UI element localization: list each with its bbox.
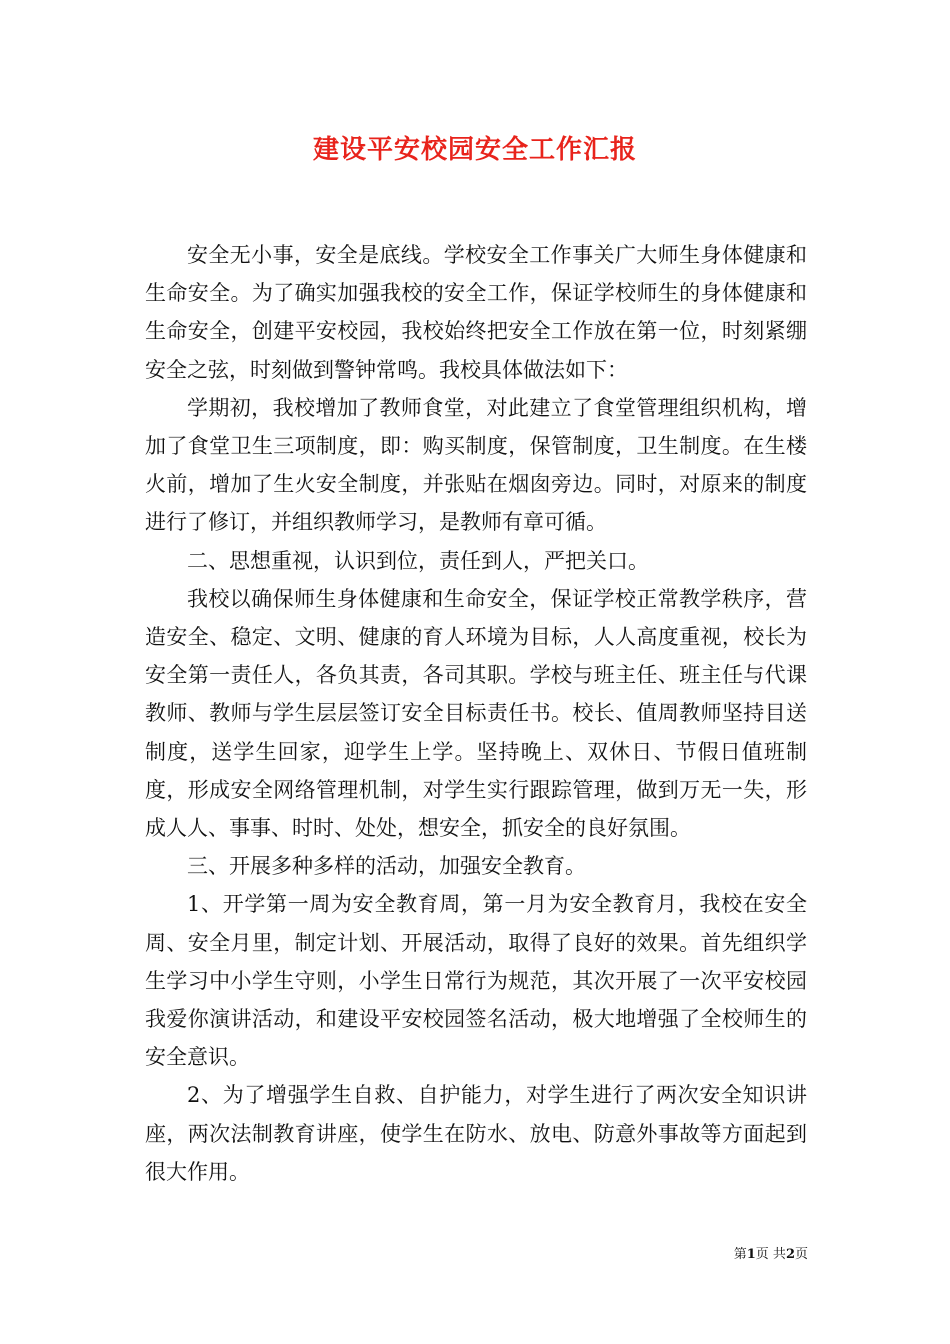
document-body	[145, 236, 807, 1191]
footer-middle: 页 共	[755, 1247, 786, 1262]
footer-suffix: 页	[794, 1247, 808, 1262]
page-number-footer	[734, 1246, 808, 1264]
footer-prefix: 第	[733, 1247, 747, 1262]
body-paragraph: 2、为了增强学生自救、自护能力，对学生进行了两次安全知识讲座，两次法制教育讲座，使学生在防水、放电、防意外事故等方面起到很大作用。	[145, 1083, 807, 1184]
body-paragraph: 1、开学第一周为安全教育周，第一月为安全教育月，我校在安全周、安全月里，制定计划、开展活动，取得了良好的效果。首先组织学生学习中小学生守则，小学生日常行为规范，其次开展了一次平安校园我爱你演讲活动，和建设平安校园签名活动，极大地增强了全校师生的安全意识。	[145, 892, 807, 1070]
document-title: 建设平安校园安全工作汇报	[312, 135, 637, 165]
total-pages-number: 2	[785, 1247, 795, 1262]
body-paragraph: 安全无小事，安全是底线。学校安全工作事关广大师生身体健康和生命安全。为了确实加强我校的安全工作，保证学校师生的身体健康和生命安全，创建平安校园，我校始终把安全工作放在第一位，时刻紧绷安全之弦，时刻做到警钟常鸣。我校具体做法如下：	[145, 243, 807, 382]
body-paragraph: 我校以确保师生身体健康和生命安全，保证学校正常教学秩序，营造安全、稳定、文明、健康的育人环境为目标，人人高度重视，校长为安全第一责任人，各负其责，各司其职。学校与班主任、班主任与代课教师、教师与学生层层签订安全目标责任书。校长、值周教师坚持目送制度，送学生回家，迎学生上学。坚持晚上、双休日、节假日值班制度，形成安全网络管理机制，对学生实行跟踪管理，做到万无一失，形成人人、事事、时时、处处，想安全，抓安全的良好氛围。	[145, 586, 807, 841]
section-heading: 三、开展多种多样的活动，加强安全教育。	[187, 854, 586, 879]
current-page-number: 1	[746, 1247, 756, 1262]
section-heading: 二、思想重视，认识到位，责任到人，严把关口。	[187, 548, 649, 573]
body-paragraph: 学期初，我校增加了教师食堂，对此建立了食堂管理组织机构，增加了食堂卫生三项制度，即：购买制度，保管制度，卫生制度。在生楼火前，增加了生火安全制度，并张贴在烟囱旁边。同时，对原来的制度进行了修订，并组织教师学习，是教师有章可循。	[145, 395, 807, 535]
